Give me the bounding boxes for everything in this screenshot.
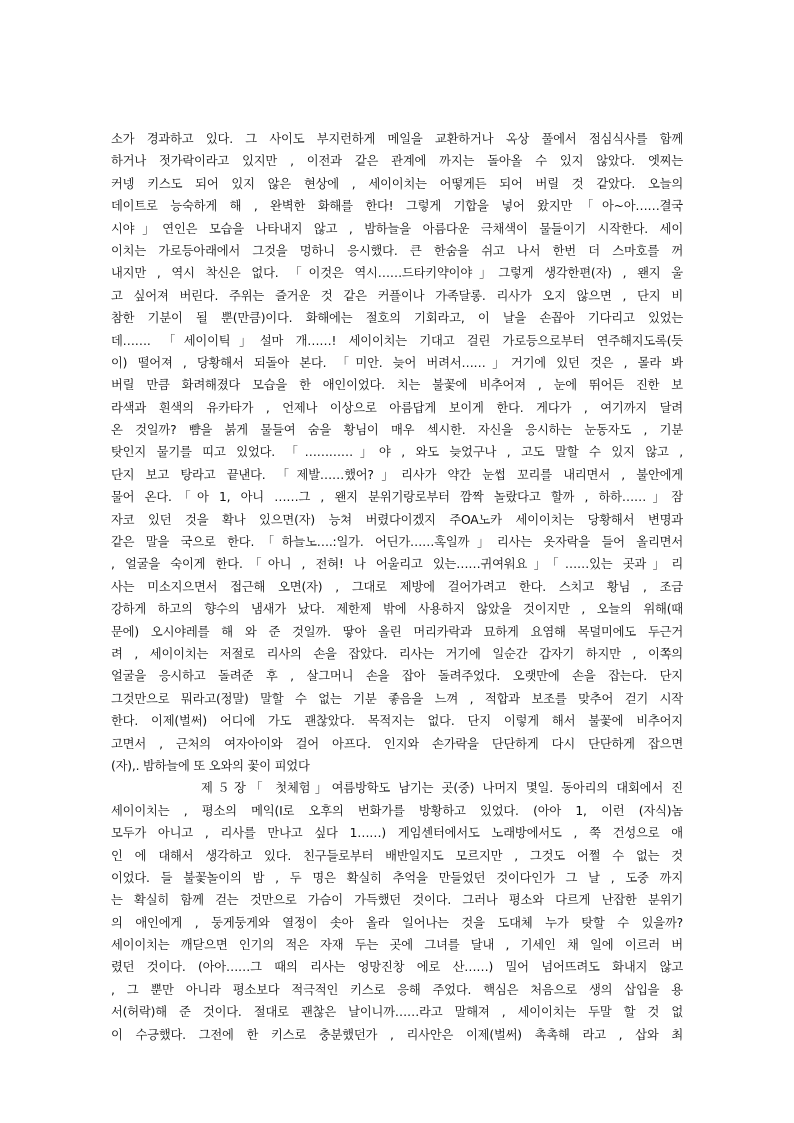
body-text-line: 려 , 세이이치는 저절로 리사의 손을 잡았다. 리사는 거기에 일순간 갑자기 하지만 , 이쪽의 [111, 646, 683, 661]
body-text-line: 사는 미소지으면서 접근해 오면(자) , 그대로 제방에 걸어가려고 한다. 스치고 황님 , 조금 [111, 579, 683, 594]
body-text-line: , 얼굴을 숙이게 한다.「아니 , 전혀! 나 어울리고 있는……귀여워요」「……있는 곳과」리 [111, 557, 683, 572]
body-text-line: 그것만으로 뭐라고(정말) 말할 수 없는 기분 좋음을 느껴 , 적합과 보조를 맞추어 걷기 시작 [111, 691, 683, 706]
body-text-line: 라색과 흰색의 유카타가 , 언제나 이상으로 아름답게 보이게 한다. 게다가 , 여기까지 달려 [111, 400, 683, 415]
body-text-line: 데이트로 능숙하게 해 , 완벽한 화해를 한다! 그렇게 기합을 넣어 왔지만「아~아……결국 [111, 199, 683, 214]
body-text-line: 세이이치는 , 평소의 메익(I로 오후의 번화가를 방황하고 있었다. (아아 1, 이런 (자식)놈 [111, 803, 683, 818]
body-text-line: 데……. 「세이이틱」설마 개……! 세이이치는 기대고 걸린 가로등으로부터 연주해지도록(듯 [111, 333, 683, 348]
body-text-line: , 그 뿐만 아니라 평소보다 적극적인 키스로 응해 주었다. 핵심은 처음으로 생의 삽입을 용 [111, 982, 683, 997]
body-text-line: 이치는 가로등아래에서 그것을 멍하니 응시했다. 큰 한숨을 쉬고 나서 한번 더 스마호를 꺼 [111, 243, 683, 258]
document-page [111, 128, 683, 1046]
body-text-line: 한다. 이제(벌써) 어디에 가도 괜찮았다. 목적지는 없다. 단지 이렇게 해서 불꽃에 비추어지 [111, 714, 683, 729]
body-text-line: 커넹 키스도 되어 있지 않은 현상에 , 세이이치는 어떻게든 되어 버릴 것 같았다. 오늘의 [111, 176, 683, 191]
body-text-line: 문에) 오시야레를 해 와 준 것일까. 땋아 올린 머리카락과 묘하게 요염해 목덜미에도 두근거 [111, 624, 683, 639]
body-text-line: 물어 온다.「아 1, 아니 ……그 , 왠지 분위기랑로부터 깜짝 놀랐다고 할까 , 하하……」잠 [111, 490, 683, 505]
body-text-line: 강하게 하고의 향수의 냄새가 났다. 제한제 밖에 사용하지 않았을 것이지만 , 오늘의 위해(때 [111, 602, 683, 617]
body-text-line: 소가 경과하고 있다. 그 사이도 부지런하게 메일을 교환하거나 옥상 풀에서 점심식사를 함께 [111, 132, 683, 146]
body-text-line: 이) 떨어져 , 당황해서 되돌아 본다. 「미안. 늦어 버려서……」거기에 있던 것은 , 몰라 봐 [111, 355, 683, 370]
body-text-line: 인 에 대해서 생각하고 있다. 친구들로부터 배반일지도 모르지만 , 그것도 어쩔 수 없는 것 [111, 848, 683, 863]
body-text-line: 탓인지 물기를 띠고 있었다. 「…………」야 , 와도 늦었구나 , 고도 말할 수 있지 않고 , [111, 445, 683, 460]
body-text-line: 는 확실히 함께 걷는 것만으로 가슴이 가득했던 것이다. 그러나 평소와 다르게 난잡한 분위기 [111, 893, 683, 908]
body-text-line: 같은 말을 국으로 한다.「하늘노….:일가. 어딘가……혹일까」리사는 옷자락을 들어 올리면서 [111, 535, 683, 550]
body-text-line: 고면서 , 근처의 여자아이와 걸어 아프다. 인지와 손가락을 단단하게 다시 단단하게 잡으면 [111, 736, 683, 751]
body-text-line: 하거나 젓가락이라고 있지만 , 이전과 같은 관계에 까지는 돌아올 수 있지 않았다. 엣찌는 [111, 154, 683, 169]
body-text-line: 의 애인에게 , 둥게둥게와 열정이 솟아 올라 일어나는 것을 도대체 누가 탓할 수 있을까? [111, 915, 683, 930]
chapter-heading-line: 제５장「 첫체험」여름방학도 남기는 곳(중) 나머지 몇일. 동아리의 대회에서 진 [201, 781, 683, 796]
body-text-line: 내지만 , 역시 착신은 없다. 「이것은 역시……드타키약이야」그렇게 생각한편(자) , 왠지 울 [111, 266, 683, 281]
body-text-line: 이었다. 들 불꽃놀이의 밤 , 두 명은 확실히 추억을 만들었던 것이다인가 그 날 , 도중 까지 [111, 870, 683, 885]
body-text-line: 온 것일까? 뺨을 붉게 물들여 숨을 황님이 매우 섹시한. 자신을 응시하는 눈동자도 , 기분 [111, 423, 683, 438]
body-text-line: 시야」연인은 모습을 나타내지 않고 , 밤하늘을 아름다운 극채색이 물들이기 시작한다. 세이 [111, 221, 683, 236]
body-text-line: 얼굴을 응시하고 돌려준 후 , 살그머니 손을 잡아 돌려주었다. 오랫만에 손을 잡는다. 단지 [111, 669, 683, 684]
body-text-line: 참한 기분이 될 뿐(만큼)이다. 화해에는 절호의 기회라고, 이 날을 손꼽아 기다리고 있었는 [111, 311, 683, 326]
body-text-line: 렸던 것이다. (아아……그 때의 리사는 엉망진창 에로 산……) 밀어 넘어뜨려도 화내지 않고 [111, 960, 683, 975]
body-text-line: (자),. 밤하늘에 또 오와의 꽃이 피었다 [111, 758, 310, 773]
body-text-line: 서(허락)해 준 것이다. 절대로 괜찮은 날이니까……라고 말해져 , 세이이치는 두말 할 것 없 [111, 1005, 683, 1020]
body-text-line: 자코 있던 것을 확나 있으면(자) 능쳐 버렸다이겠지 주OA노카 세이이치는 당황해서 변명과 [111, 512, 683, 527]
body-text-line: 이 수긍했다. 그전에 한 키스로 충분했던가 , 리사안은 이제(벌써) 촉촉해 라고 , 삽와 최 [111, 1027, 683, 1042]
body-text-line: 단지 보고 탕라고 끝낸다. 「제발……했어?」리사가 약간 눈썹 꼬리를 내리면서 , 불안에게 [111, 467, 683, 482]
body-text-line: 모두가 아니고 , 리사를 만나고 싶다 1……) 게임센터에서도 노래방에서도 , 쭉 건성으로 애 [111, 826, 683, 841]
body-text-line: 세이이치는 깨닫으면 인기의 적은 자재 두는 곳에 그녀를 달내 , 기세인 채 일에 이르러 버 [111, 938, 683, 953]
body-text-line: 고 싶어져 버린다. 주위는 즐거운 것 같은 커플이나 가족달롱. 리사가 오지 않으면 , 단지 비 [111, 288, 683, 303]
body-text-line: 버릴 만큼 화려해졌다 모습을 한 애인이었다. 치는 불꽃에 비추어져 , 눈에 뛰어든 진한 보 [111, 378, 683, 393]
